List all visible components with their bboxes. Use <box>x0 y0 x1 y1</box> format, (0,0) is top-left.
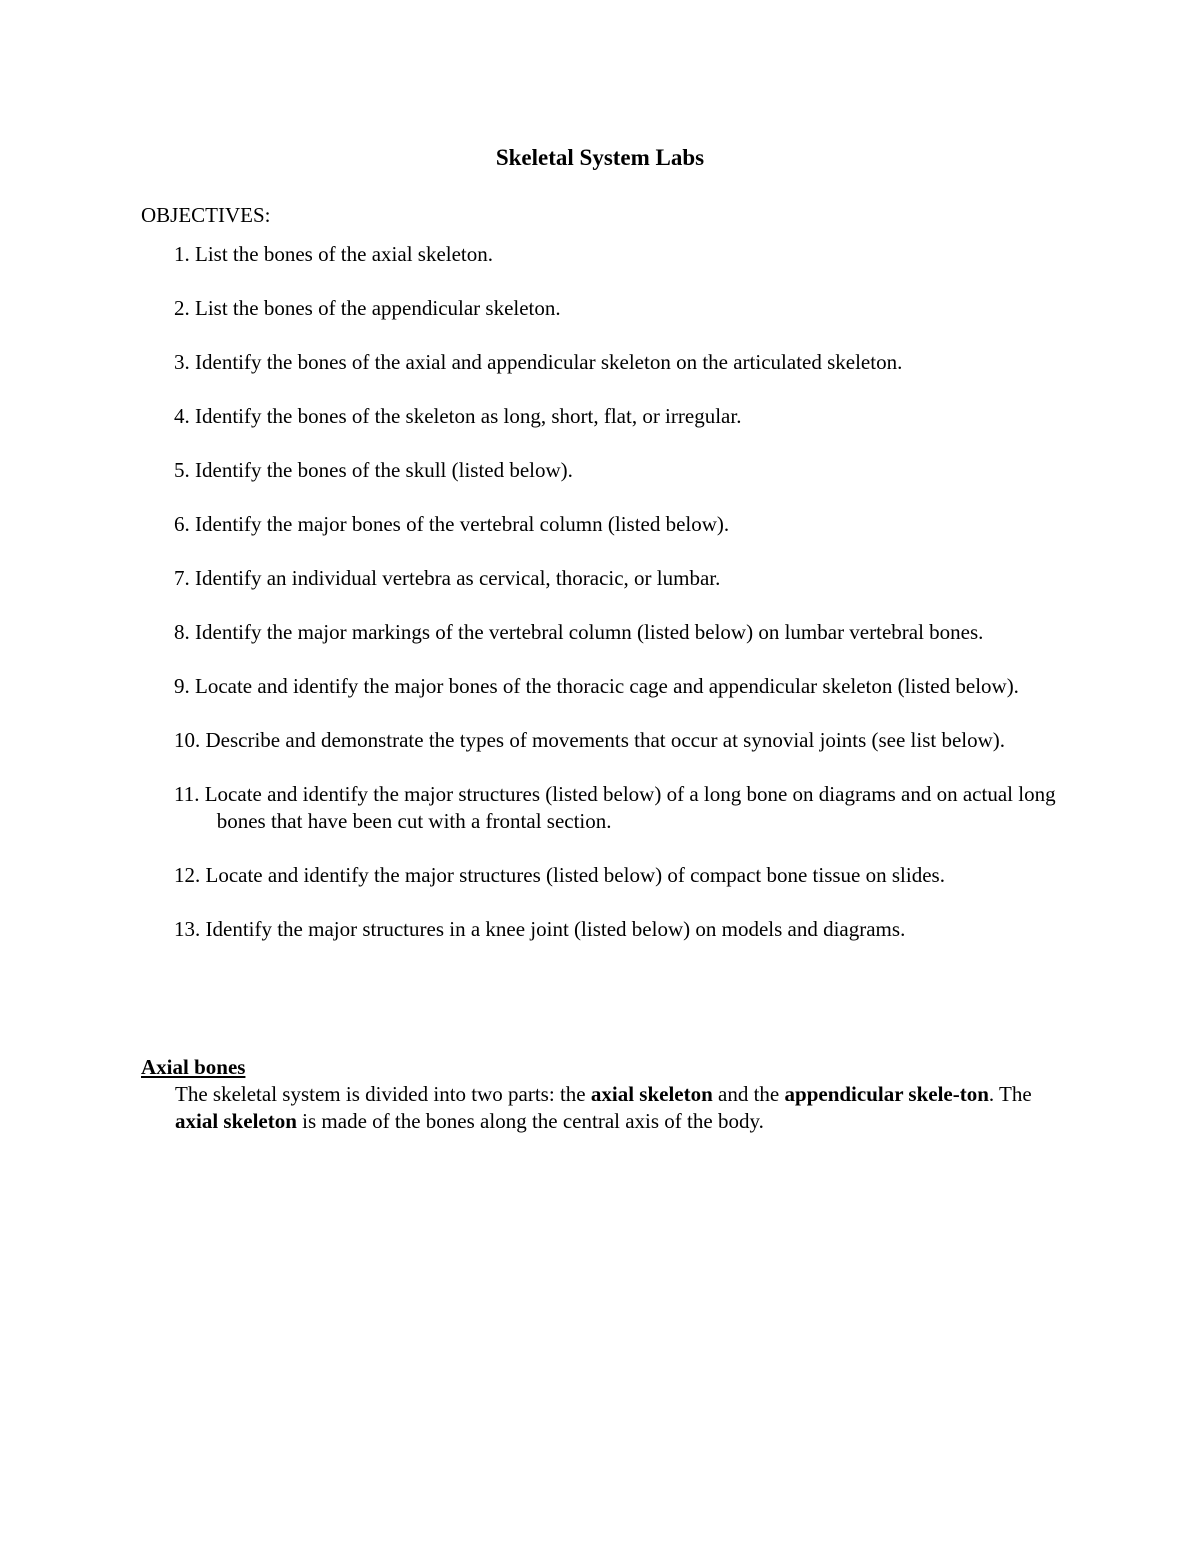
objective-text: Identify the major structures in a knee joint (listed below) on models and diagrams. <box>205 917 906 941</box>
objective-text: List the bones of the axial skeleton. <box>195 242 494 266</box>
objective-text: Describe and demonstrate the types of movements that occur at synovial joints (see list below). <box>205 728 1006 752</box>
objective-item <box>174 619 1074 646</box>
objective-item <box>174 241 1074 268</box>
text-run: is made of the bones along the central axis of the body. <box>296 1109 764 1133</box>
objective-text: Identify the bones of the skeleton as long, short, flat, or irregular. <box>195 404 742 428</box>
page-title: Skeletal System Labs <box>495 145 705 170</box>
objective-number: 1. <box>174 242 195 266</box>
objective-item <box>174 349 1074 376</box>
objective-text: Locate and identify the major bones of the thoracic cage and appendicular skeleton (listed below). <box>195 674 1019 698</box>
objective-text: Locate and identify the major structures (listed below) of compact bone tissue on slides. <box>205 863 945 887</box>
objective-number: 11. <box>174 782 205 806</box>
objectives-list <box>174 241 1074 970</box>
bold-term: axial skeleton <box>175 1109 297 1133</box>
objective-number: 5. <box>174 458 195 482</box>
objective-number: 2. <box>174 296 195 320</box>
bold-term: appendicular skele-ton <box>784 1082 989 1106</box>
objective-text: Identify the bones of the axial and appendicular skeleton on the articulated skeleton. <box>195 350 903 374</box>
text-run: The skeletal system is divided into two parts: the <box>175 1082 591 1106</box>
axial-bones-paragraph <box>175 1081 1060 1135</box>
objective-item <box>174 781 1074 835</box>
objective-item <box>174 295 1074 322</box>
objective-number: 3. <box>174 350 195 374</box>
objective-text: List the bones of the appendicular skeleton. <box>195 296 561 320</box>
objective-number: 6. <box>174 512 195 536</box>
objective-item <box>174 916 1074 943</box>
objective-item <box>174 862 1074 889</box>
section-heading-axial-bones: Axial bones <box>141 1055 246 1079</box>
bold-term: axial skeleton <box>590 1082 713 1106</box>
objective-number: 7. <box>174 566 195 590</box>
text-run: and the <box>712 1082 785 1106</box>
objective-item <box>174 457 1074 484</box>
objective-number: 12. <box>174 863 206 887</box>
objective-text: Identify an individual vertebra as cervical, thoracic, or lumbar. <box>195 566 721 590</box>
objective-item <box>174 673 1074 700</box>
objective-item <box>174 403 1074 430</box>
objective-number: 10. <box>174 728 206 752</box>
text-run: . The <box>988 1082 1032 1106</box>
objective-text: Identify the bones of the skull (listed below). <box>195 458 573 482</box>
objective-item <box>174 727 1074 754</box>
objective-text: Identify the major bones of the vertebral column (listed below). <box>195 512 730 536</box>
objective-item <box>174 511 1074 538</box>
objective-text: Locate and identify the major structures (listed below) of a long bone on diagrams and on actual long bones that have been cut with a frontal section. <box>204 782 1056 833</box>
objectives-heading: OBJECTIVES: <box>141 203 271 227</box>
objective-text: Identify the major markings of the vertebral column (listed below) on lumbar vertebral bones. <box>195 620 984 644</box>
objective-item <box>174 565 1074 592</box>
objective-number: 13. <box>174 917 206 941</box>
objective-number: 4. <box>174 404 195 428</box>
objective-number: 9. <box>174 674 195 698</box>
objective-number: 8. <box>174 620 195 644</box>
